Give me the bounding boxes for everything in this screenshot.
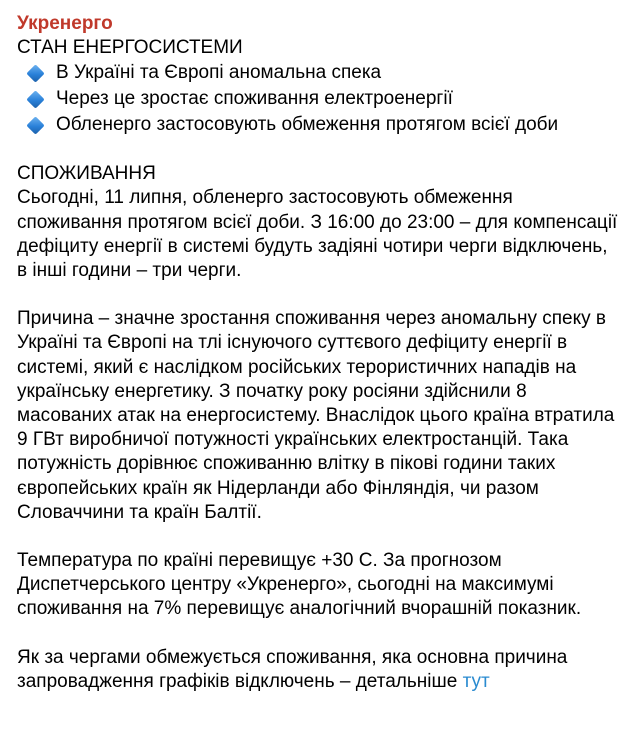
bullet-text: В Україні та Європі аномальна спека (56, 62, 382, 84)
blue-diamond-icon (26, 64, 44, 82)
bullet-item (17, 60, 619, 86)
consumption-heading: СПОЖИВАННЯ (17, 163, 156, 185)
status-heading: СТАН ЕНЕРГОСИСТЕМИ (17, 37, 243, 58)
paragraph-text: Як за чергами обмежується споживання, яка основна причина запровадження графіків відключень – детальніше (17, 646, 568, 692)
bullet-text: Через це зростає споживання електроенергії (56, 88, 453, 110)
bullet-item (17, 86, 619, 112)
status-bullet-list (17, 60, 619, 138)
paragraph (17, 646, 619, 694)
sender-name[interactable]: Укренерго (17, 13, 113, 34)
bullet-item (17, 112, 619, 138)
blue-diamond-icon (26, 90, 44, 108)
paragraph: Сьогодні, 11 липня, обленерго застосовують обмеження споживання протягом всієї доби. З 16:00 до 23:00 – для компенсації дефіциту енергії в системі будуть задіяні чотири черги відключень, в інші години – три черги. (17, 187, 618, 282)
paragraph: Температура по країні перевищує +30 С. За прогнозом Диспетчерського центру «Укренерго», сьогодні на максимумі споживання на 7% перевищує аналогічний вчорашній показник. (17, 550, 582, 620)
details-link[interactable]: тут (462, 670, 490, 692)
paragraph: Причина – значне зростання споживання через аномальну спеку в Україні та Європі на тлі існуючого суттєвого дефіциту енергії в системі, який є наслідком російських терористичних нападів на українську енергетику. З початку року росіяни здійснили 8 масованих атак на енергосистему. Внаслідок цього країна втратила 9 ГВт виробничої потужності українських електростанцій. Така потужність дорівнює споживанню влітку в пікові години таких європейських країн як Нідерланди або Фінляндія, чи разом Словаччини та країн Балтії. (17, 308, 615, 523)
blue-diamond-icon (26, 116, 44, 134)
bullet-text: Обленерго застосовують обмеження протягом всієї доби (56, 114, 559, 136)
